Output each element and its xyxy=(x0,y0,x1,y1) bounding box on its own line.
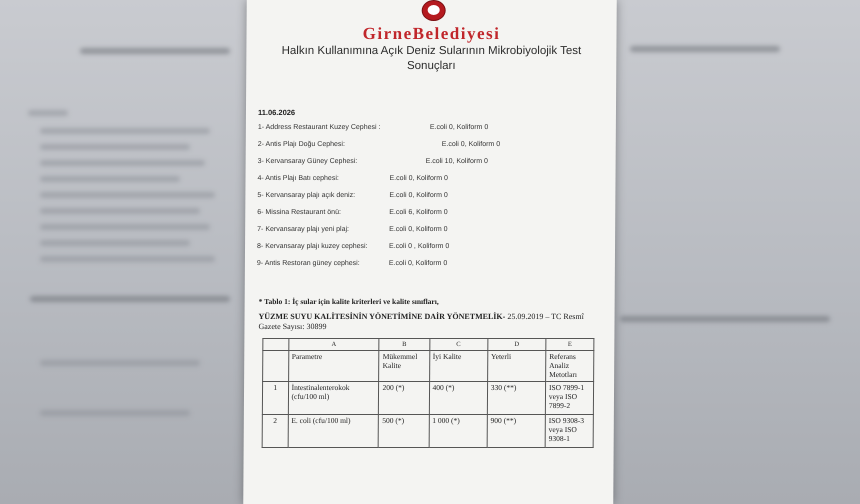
result-row xyxy=(257,226,607,243)
quality-criteria-table xyxy=(262,338,595,448)
bg-line xyxy=(30,296,230,302)
table-caption: * Tablo 1: İç sular için kalite kriterleri ve kalite sınıfları, xyxy=(258,297,439,306)
good-cell: 400 (*) xyxy=(429,382,487,415)
sufficient-cell: 330 (**) xyxy=(487,382,545,415)
row-number: 1 xyxy=(262,382,288,415)
regulation-reference xyxy=(258,312,598,332)
result-row xyxy=(257,175,607,192)
result-row xyxy=(257,243,607,260)
table-header: Mükemmel Kalite xyxy=(379,351,429,382)
bg-line xyxy=(40,410,190,416)
result-value: E.coli 0, Koliform 0 xyxy=(429,124,489,131)
reference-cell: ISO 9308-3 veya ISO 9308-1 xyxy=(545,415,593,448)
table-row xyxy=(262,415,593,448)
bg-line xyxy=(40,224,210,230)
result-location: 9- Antis Restoran güney cephesi: xyxy=(256,260,360,267)
bg-line xyxy=(28,110,68,116)
excellent-cell: 500 (*) xyxy=(379,415,429,448)
municipality-seal-icon xyxy=(422,0,446,21)
result-location: 2- Antis Plajı Doğu Cephesi: xyxy=(257,141,345,148)
result-row xyxy=(257,260,607,277)
result-value: E.coli 0 , Koliform 0 xyxy=(389,243,450,250)
result-location: 1- Address Restaurant Kuzey Cephesi : xyxy=(257,124,381,131)
result-location: 3- Kervansaray Güney Cephesi: xyxy=(257,158,358,165)
title-line-2: Sonuçları xyxy=(406,60,456,72)
result-value: E.coli 0, Koliform 0 xyxy=(441,141,501,148)
table-letter: E xyxy=(546,339,594,351)
result-value: E.coli 0, Koliform 0 xyxy=(389,192,448,199)
regulation-name: YÜZME SUYU KALİTESİNİN YÖNETİMİNE DAİR YÖNETMELİK- xyxy=(258,312,506,321)
bg-line xyxy=(40,208,200,214)
document-title xyxy=(266,44,596,74)
results-list xyxy=(257,124,608,277)
result-location: 6- Missina Restaurant önü: xyxy=(257,209,341,216)
table-cell xyxy=(263,339,289,351)
result-row xyxy=(258,158,608,175)
table-letter: A xyxy=(288,339,379,351)
table-letter: C xyxy=(429,339,487,351)
bg-line xyxy=(40,176,180,182)
regulation-details: 25.09.2019 – TC Resmî Gazete Sayısı: 30899 xyxy=(258,312,584,331)
result-row xyxy=(258,124,608,141)
result-row xyxy=(257,209,607,226)
table-header: İyi Kalite xyxy=(429,351,487,382)
result-location: 8- Kervansaray plajı kuzey cephesi: xyxy=(257,243,368,250)
test-date: 11.06.2026 xyxy=(257,108,296,117)
title-line-1: Halkın Kullanımına Açık Deniz Sularının Mikrobiyolojik Test xyxy=(281,45,582,57)
result-row xyxy=(258,141,608,158)
table-header: Yeterli xyxy=(487,351,545,382)
table-header: Parametre xyxy=(288,351,379,382)
result-value: E.coli 0, Koliform 0 xyxy=(389,226,448,233)
bg-line xyxy=(40,144,190,150)
bg-line xyxy=(630,46,780,52)
bg-line xyxy=(40,128,210,134)
table-row xyxy=(262,382,593,415)
row-number: 2 xyxy=(262,415,288,448)
table-header: Referans Analiz Metotları xyxy=(546,351,594,382)
bg-line xyxy=(40,160,205,166)
result-location: 5- Kervansaray plajı açık deniz: xyxy=(257,192,356,199)
bg-line xyxy=(620,316,830,322)
table-letter: D xyxy=(488,339,546,351)
bg-line xyxy=(40,256,215,262)
test-results-document xyxy=(243,0,617,504)
result-value: E.coli 0, Koliform 0 xyxy=(388,260,448,267)
result-location: 7- Kervansaray plajı yeni plaj: xyxy=(257,226,350,233)
table-header-row xyxy=(263,351,594,382)
municipality-name: GirneBelediyesi xyxy=(362,24,501,43)
table-letter: B xyxy=(379,339,429,351)
bg-line xyxy=(40,360,200,366)
table-column-letters xyxy=(263,339,594,351)
excellent-cell: 200 (*) xyxy=(379,382,429,415)
result-value: E.coli 0, Koliform 0 xyxy=(389,175,448,182)
bg-line xyxy=(40,192,215,198)
good-cell: 1 000 (*) xyxy=(429,415,487,448)
sufficient-cell: 900 (**) xyxy=(487,415,545,448)
result-row xyxy=(257,192,607,209)
seal-center xyxy=(428,5,440,15)
bg-line xyxy=(80,48,230,54)
result-value: E.coli 10, Koliform 0 xyxy=(425,158,488,165)
parameter-cell: İntestinalenterokok (cfu/100 ml) xyxy=(288,382,379,415)
table-cell xyxy=(263,351,289,382)
reference-cell: ISO 7899-1 veya ISO 7899-2 xyxy=(545,382,593,415)
result-location: 4- Antis Plajı Batı cephesi: xyxy=(257,175,339,182)
result-value: E.coli 6, Koliform 0 xyxy=(389,209,448,216)
parameter-cell: E. coli (cfu/100 ml) xyxy=(288,415,379,448)
bg-line xyxy=(40,240,190,246)
